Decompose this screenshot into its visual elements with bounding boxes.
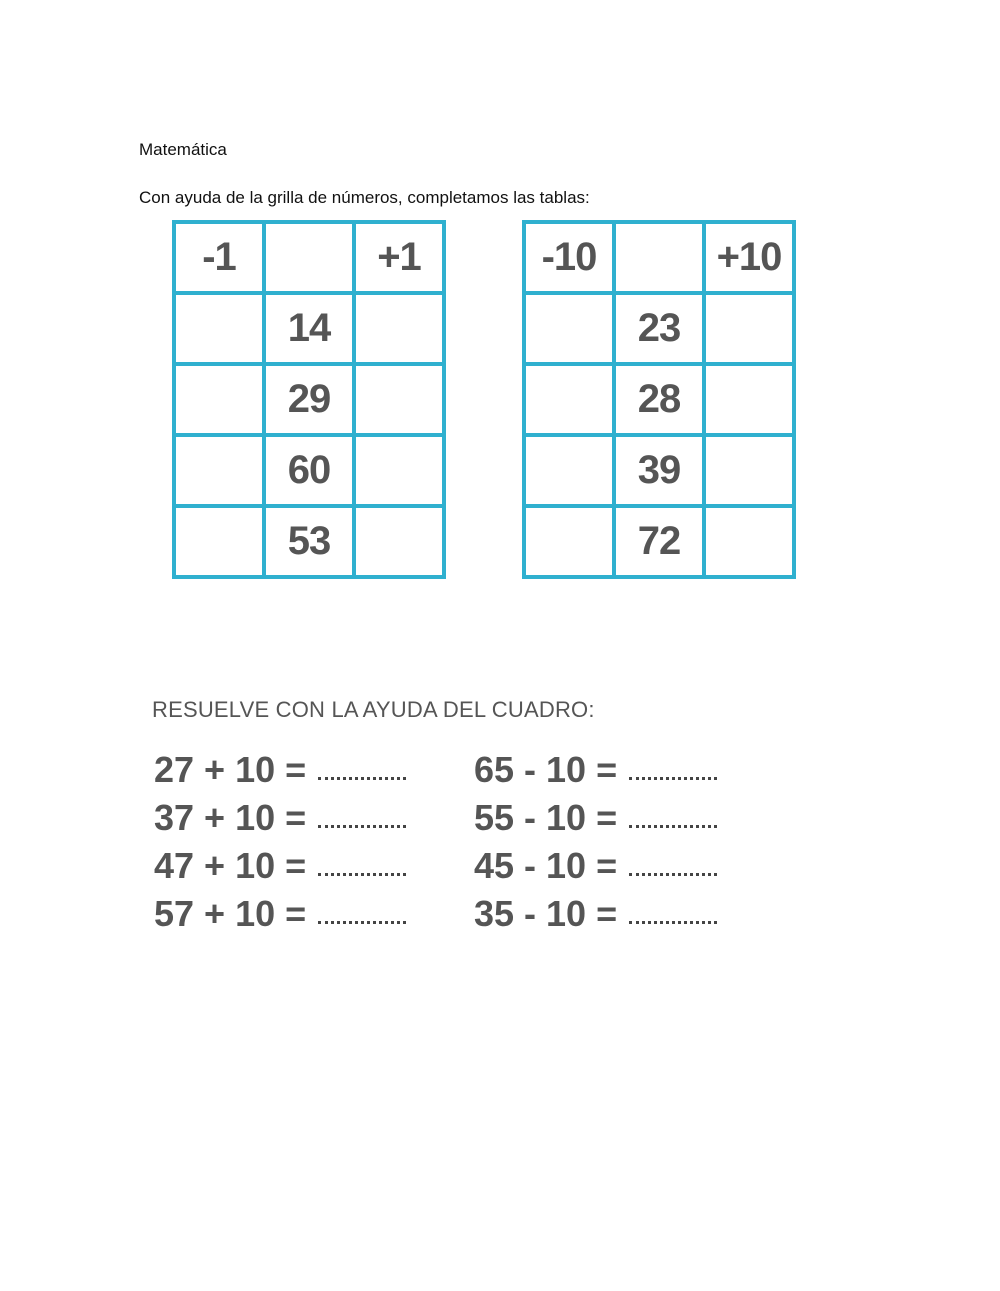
operation-expression: 55 - 10 = [474, 797, 618, 838]
table-row [174, 506, 444, 577]
operation-item [154, 796, 406, 844]
operation-item [474, 796, 717, 844]
number-cell: 23 [614, 293, 704, 364]
table-header-row [524, 222, 794, 293]
table-row [174, 364, 444, 435]
answer-cell[interactable] [174, 293, 264, 364]
operations-right-column [474, 748, 717, 940]
answer-cell[interactable] [524, 364, 614, 435]
answer-cell[interactable] [704, 293, 794, 364]
answer-cell[interactable] [704, 435, 794, 506]
header-cell: +10 [704, 222, 794, 293]
header-cell [614, 222, 704, 293]
number-table-minus10-plus10 [522, 220, 796, 579]
operation-expression: 27 + 10 = [154, 749, 307, 790]
answer-blank[interactable] [629, 871, 717, 876]
table-header-row [174, 222, 444, 293]
table-row [524, 293, 794, 364]
answer-blank[interactable] [629, 823, 717, 828]
number-cell: 14 [264, 293, 354, 364]
operation-item [474, 892, 717, 940]
number-cell: 60 [264, 435, 354, 506]
answer-cell[interactable] [704, 364, 794, 435]
answer-blank[interactable] [318, 919, 406, 924]
number-cell: 72 [614, 506, 704, 577]
operation-item [154, 748, 406, 796]
answer-cell[interactable] [524, 293, 614, 364]
table-row [174, 293, 444, 364]
operation-expression: 37 + 10 = [154, 797, 307, 838]
header-cell [264, 222, 354, 293]
operation-item [154, 844, 406, 892]
page-title: Matemática [139, 140, 227, 159]
table-row [524, 506, 794, 577]
answer-cell[interactable] [174, 364, 264, 435]
answer-cell[interactable] [704, 506, 794, 577]
answer-cell[interactable] [354, 435, 444, 506]
table-row [524, 435, 794, 506]
answer-blank[interactable] [629, 775, 717, 780]
operation-item [154, 892, 406, 940]
answer-blank[interactable] [318, 823, 406, 828]
exercise-heading: RESUELVE CON LA AYUDA DEL CUADRO: [152, 697, 595, 722]
header-cell: -10 [524, 222, 614, 293]
number-cell: 28 [614, 364, 704, 435]
operation-expression: 65 - 10 = [474, 749, 618, 790]
table-row [524, 364, 794, 435]
answer-blank[interactable] [629, 919, 717, 924]
answer-cell[interactable] [174, 506, 264, 577]
answer-cell[interactable] [524, 435, 614, 506]
operation-expression: 35 - 10 = [474, 893, 618, 934]
header-cell: +1 [354, 222, 444, 293]
number-cell: 29 [264, 364, 354, 435]
header-cell: -1 [174, 222, 264, 293]
answer-cell[interactable] [354, 506, 444, 577]
operation-expression: 47 + 10 = [154, 845, 307, 886]
operations-left-column [154, 748, 406, 940]
answer-cell[interactable] [524, 506, 614, 577]
number-table-minus1-plus1 [172, 220, 446, 579]
number-cell: 53 [264, 506, 354, 577]
table-row [174, 435, 444, 506]
answer-blank[interactable] [318, 775, 406, 780]
answer-cell[interactable] [174, 435, 264, 506]
number-cell: 39 [614, 435, 704, 506]
operation-item [474, 844, 717, 892]
answer-cell[interactable] [354, 293, 444, 364]
answer-cell[interactable] [354, 364, 444, 435]
operation-item [474, 748, 717, 796]
operation-expression: 45 - 10 = [474, 845, 618, 886]
answer-blank[interactable] [318, 871, 406, 876]
operation-expression: 57 + 10 = [154, 893, 307, 934]
instruction-text: Con ayuda de la grilla de números, completamos las tablas: [139, 188, 590, 207]
